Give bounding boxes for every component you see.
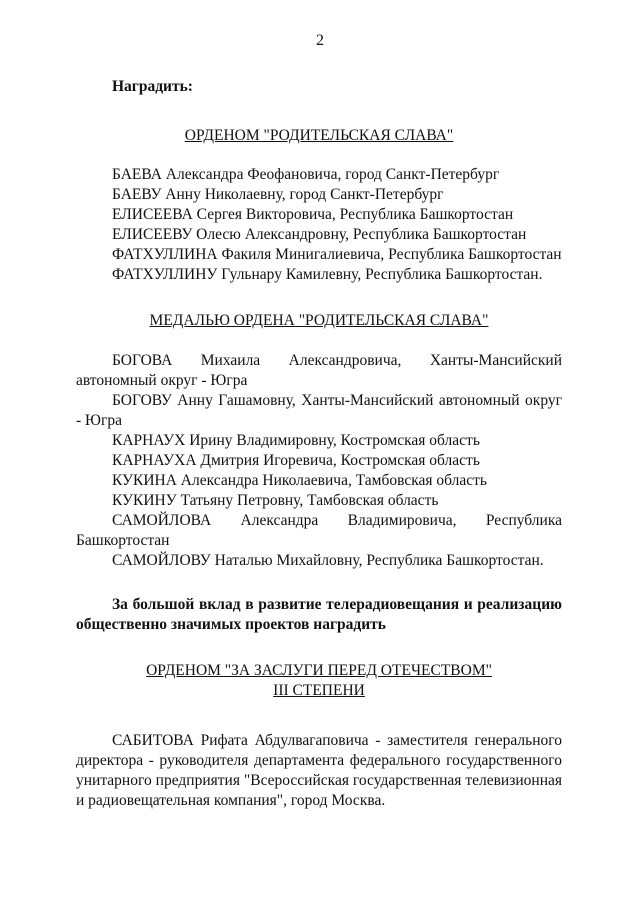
list-item: САБИТОВА Рифата Абдулвагаповича - заместителя генерального директора - руководителя департамента федерального государственного унитарного предприятия "Всероссийская государственная телевизионная и радиовещательная компания", город Москва. (76, 732, 562, 809)
section2-list (76, 351, 562, 571)
list-item: ЕЛИСЕЕВА Сергея Викторовича, Республика Башкортостан (112, 206, 514, 223)
list-item: БОГОВУ Анну Гашамовну, Ханты-Мансийский автономный округ - Югра (76, 392, 562, 429)
section1-list (76, 165, 562, 285)
list-item: ФАТХУЛЛИНА Факиля Минигалиевича, Республика Башкортостан (112, 246, 562, 263)
list-item: САМОЙЛОВА Александра Владимировича, Республика Башкортостан (76, 512, 562, 549)
section3-title-line1: ОРДЕНОМ "ЗА ЗАСЛУГИ ПЕРЕД ОТЕЧЕСТВОМ" (146, 662, 492, 679)
list-item: КАРНАУХА Дмитрия Игоревича, Костромская область (112, 452, 480, 469)
list-item: ЕЛИСЕЕВУ Олесю Александровну, Республика Башкортостан (112, 226, 527, 243)
lead-heading: Наградить: (112, 78, 193, 95)
section3-title-line2: III СТЕПЕНИ (273, 682, 365, 699)
list-item: БАЕВУ Анну Николаевну, город Санкт-Петербург (112, 186, 444, 203)
list-item: БАЕВА Александра Феофановича, город Санкт-Петербург (112, 166, 500, 183)
list-item: ФАТХУЛЛИНУ Гульнару Камилевну, Республика Башкортостан. (112, 266, 543, 283)
document-body (76, 76, 562, 811)
page-number: 2 (316, 32, 324, 49)
section2-title: МЕДАЛЬЮ ОРДЕНА "РОДИТЕЛЬСКАЯ СЛАВА" (149, 312, 489, 329)
section3-list (76, 731, 562, 811)
list-item: САМОЙЛОВУ Наталью Михайловну, Республика Башкортостан. (112, 552, 544, 569)
list-item: КУКИНУ Татьяну Петровну, Тамбовская область (112, 492, 439, 509)
list-item: КУКИНА Александра Николаевича, Тамбовская область (112, 472, 487, 489)
list-item: БОГОВА Михаила Александровича, Ханты-Мансийский автономный округ - Югра (76, 352, 562, 389)
section1-title: ОРДЕНОМ "РОДИТЕЛЬСКАЯ СЛАВА" (184, 127, 454, 144)
section3-intro: За большой вклад в развитие телерадиовещания и реализацию общественно значимых проектов наградить (76, 596, 562, 633)
list-item: КАРНАУХ Ирину Владимировну, Костромская область (112, 432, 480, 449)
